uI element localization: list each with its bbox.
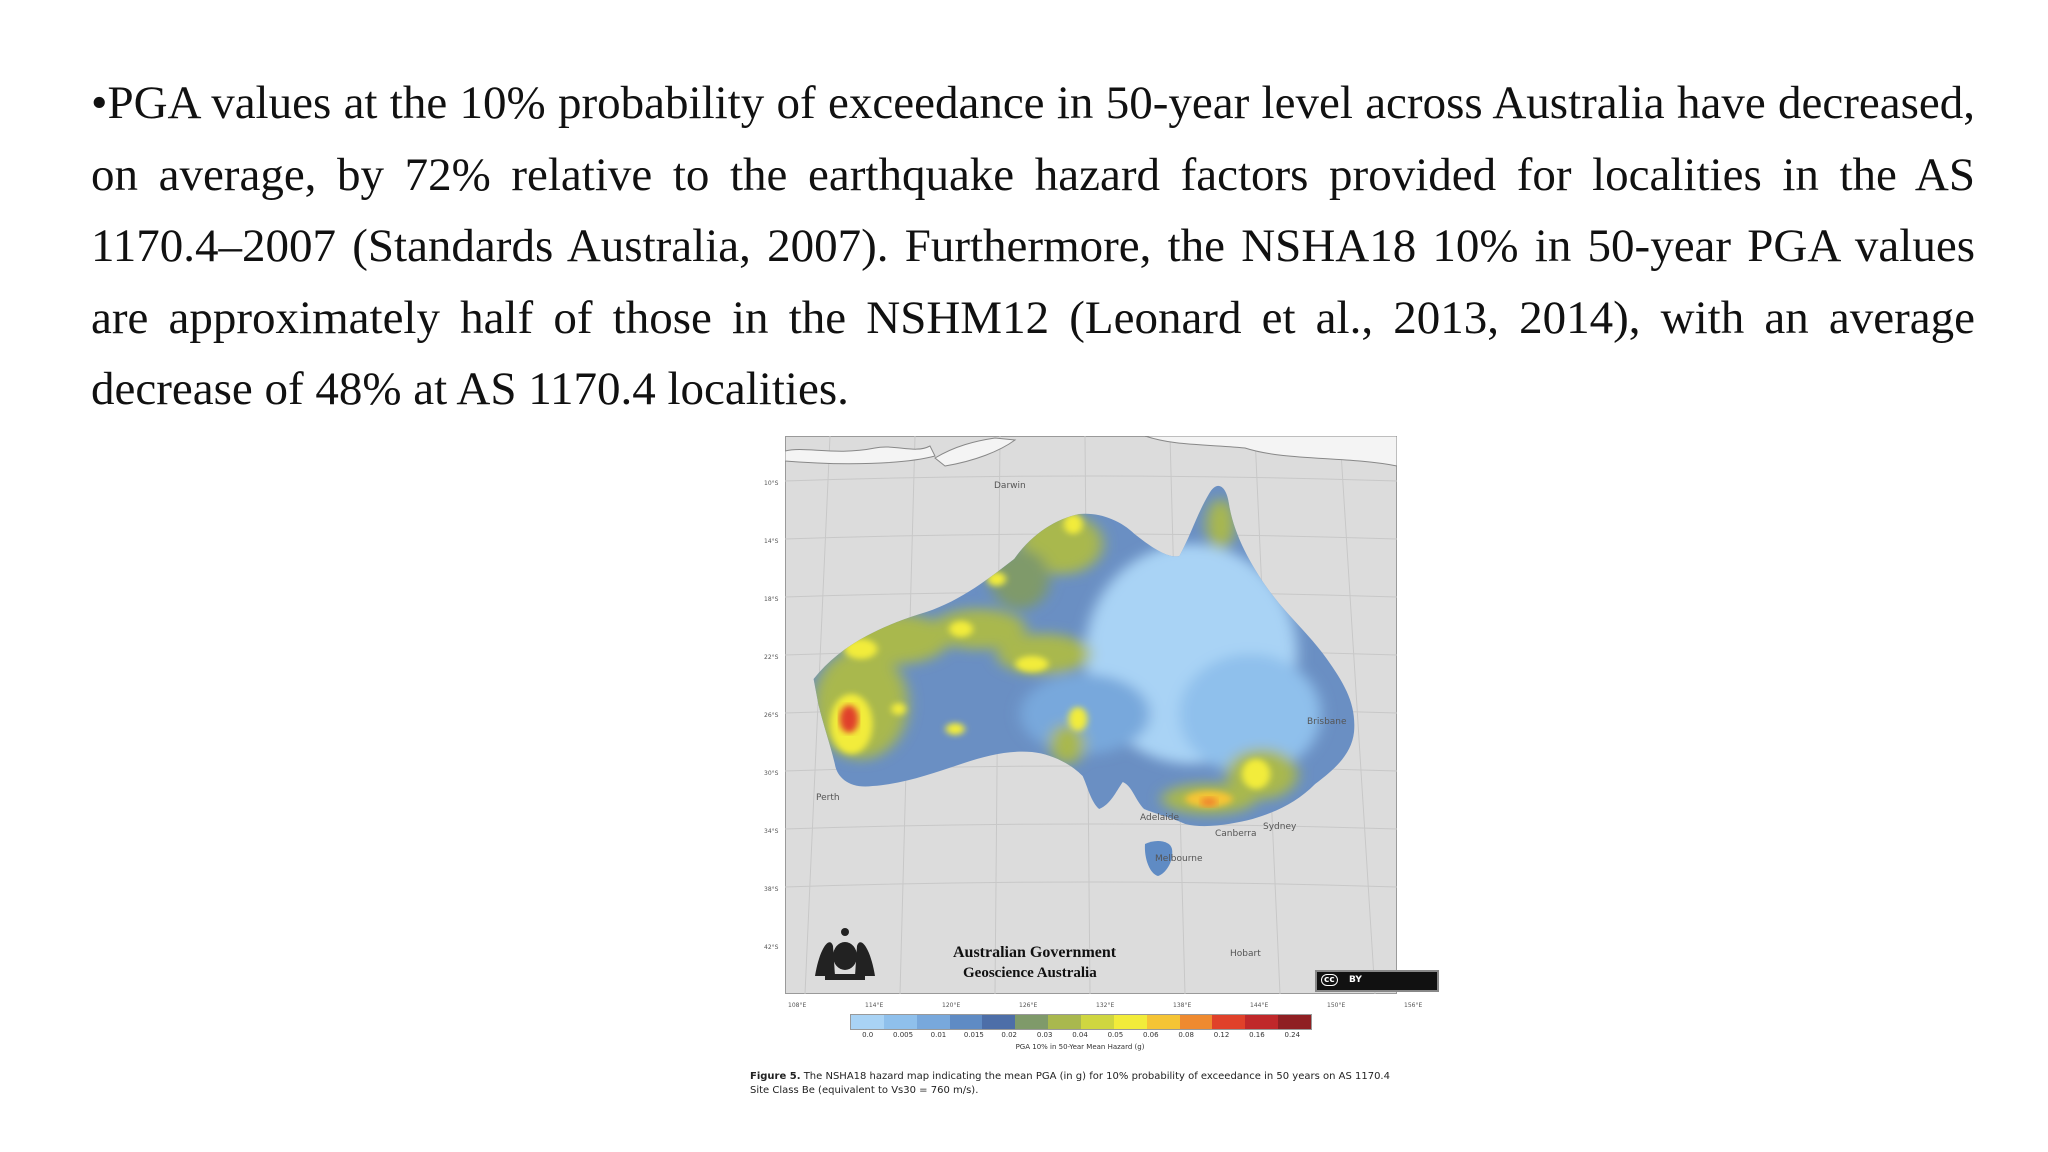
colorbar-tick-label: 0.05 <box>1107 1031 1124 1039</box>
latitude-label: 10°S <box>764 480 779 487</box>
colorbar-label: PGA 10% in 50-Year Mean Hazard (g) <box>1015 1043 1145 1051</box>
colorbar-swatch <box>851 1015 884 1029</box>
cc-license-badge <box>1315 970 1439 992</box>
colorbar-swatch <box>1114 1015 1147 1029</box>
colorbar-tick-label: 0.015 <box>963 1031 984 1039</box>
colorbar-swatch <box>1015 1015 1048 1029</box>
colorbar-swatch <box>1048 1015 1081 1029</box>
colorbar-swatch <box>982 1015 1015 1029</box>
figure-caption-text: The NSHA18 hazard map indicating the mean PGA (in g) for 10% probability of exceedance in 50 years on AS 1170.4 Site Class Be (equivalent to Vs30 = 760 m/s). <box>750 1071 1390 1096</box>
colorbar-swatch <box>1081 1015 1114 1029</box>
cc-icon: cc <box>1321 974 1338 986</box>
city-canberra: Canberra <box>1215 829 1257 839</box>
body-paragraph: •PGA values at the 10% probability of exceedance in 50-year level across Australia have decreased, on average, by 72% relative to the earthquake hazard factors provided for localities in the AS 1170.4–2007 (Standards Australia, 2007). Furthermore, the NSHA18 10% in 50-year PGA values are approximately half of those in the NSHM12 (Leonard et al., 2013, 2014), with an average decrease of 48% at AS 1170.4 localities. <box>91 77 1975 415</box>
longitude-label: 120°E <box>942 1002 961 1009</box>
longitude-label: 108°E <box>788 1002 807 1009</box>
colorbar-swatch <box>1245 1015 1278 1029</box>
city-sydney: Sydney <box>1263 822 1297 832</box>
colorbar-ticks <box>845 1031 1320 1041</box>
latitude-label: 26°S <box>764 712 779 719</box>
colorbar-swatch <box>1278 1015 1311 1029</box>
latitude-label: 22°S <box>764 654 779 661</box>
colorbar-swatch <box>1180 1015 1213 1029</box>
hazard-map <box>785 436 1397 994</box>
city-darwin: Darwin <box>994 481 1026 491</box>
colorbar-swatch <box>1147 1015 1180 1029</box>
colorbar-tick-label: 0.06 <box>1142 1031 1159 1039</box>
city-melbourne: Melbourne <box>1155 854 1203 864</box>
city-perth: Perth <box>816 793 840 803</box>
colorbar-tick-label: 0.08 <box>1178 1031 1194 1039</box>
government-logo-line1: Australian Government <box>953 944 1117 961</box>
latitude-label: 30°S <box>764 770 779 777</box>
colorbar-tick-label: 0.005 <box>893 1031 914 1039</box>
longitude-label: 132°E <box>1096 1002 1115 1009</box>
city-brisbane: Brisbane <box>1307 717 1347 727</box>
colorbar-tick-label: 0.16 <box>1249 1031 1265 1039</box>
figure-caption-label: Figure 5. <box>750 1071 801 1082</box>
longitude-label: 144°E <box>1250 1002 1269 1009</box>
cc-by-label: BY <box>1349 975 1362 985</box>
city-hobart: Hobart <box>1230 949 1261 959</box>
latitude-label: 42°S <box>764 944 779 951</box>
figure-caption <box>750 1070 1410 1098</box>
colorbar-tick-label: 0.02 <box>1001 1031 1018 1039</box>
latitude-label: 18°S <box>764 596 779 603</box>
colorbar-tick-label: 0.24 <box>1284 1031 1301 1039</box>
colorbar-tick-label: 0.0 <box>862 1031 874 1039</box>
colorbar-swatch <box>1212 1015 1245 1029</box>
longitude-label: 126°E <box>1019 1002 1038 1009</box>
colorbar <box>850 1014 1312 1030</box>
hazard-map-svg <box>785 436 1397 994</box>
colorbar-swatch <box>884 1015 917 1029</box>
colorbar-tick-label: 0.12 <box>1213 1031 1230 1039</box>
latitude-label: 14°S <box>764 538 779 545</box>
longitude-label: 114°E <box>865 1002 884 1009</box>
longitude-label: 156°E <box>1404 1002 1423 1009</box>
latitude-label: 38°S <box>764 886 779 893</box>
colorbar-tick-label: 0.04 <box>1072 1031 1088 1039</box>
longitude-label: 138°E <box>1173 1002 1192 1009</box>
government-logo-line2: Geoscience Australia <box>963 965 1097 981</box>
colorbar-swatch <box>950 1015 983 1029</box>
city-adelaide: Adelaide <box>1140 813 1180 823</box>
colorbar-swatch <box>917 1015 950 1029</box>
colorbar-tick-label: 0.03 <box>1036 1031 1053 1039</box>
colorbar-tick-label: 0.01 <box>930 1031 947 1039</box>
latitude-label: 34°S <box>764 828 779 835</box>
hazard-map-figure <box>740 432 1423 1112</box>
government-logo <box>953 944 1116 982</box>
longitude-label: 150°E <box>1327 1002 1346 1009</box>
